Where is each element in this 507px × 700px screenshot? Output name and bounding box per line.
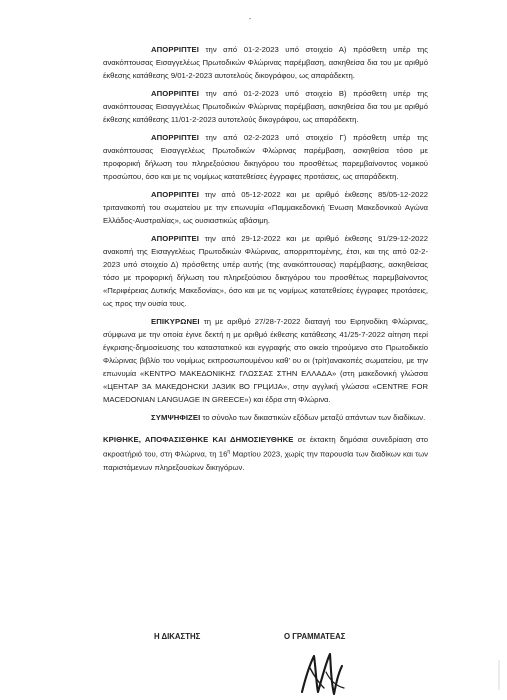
signature-block (0, 632, 507, 700)
closing-lead: ΚΡΙΘΗΚΕ, ΑΠΟΦΑΣΙΣΘΗΚΕ ΚΑΙ ΔΗΜΟΣΙΕΥΘΗΚΕ (103, 435, 294, 445)
ruling-text: την από 01-2-2023 υπό στοιχείο Β) πρόσθετη υπέρ της ανακόπτουσας Εισαγγελέως Πρωτοδικών Φλώρινας παρέμβαση, ασκηθείσα δια του με αριθμό έκθεσης κατάθεσης 11/01-2-2023 αυτοτελούς δικογράφου, ως απαράδεκτη. (103, 88, 428, 125)
handwritten-signature (296, 646, 356, 700)
scan-edge-mark (498, 660, 500, 690)
closing-text-end: Μαρτίου 2023, χωρίς την παρουσία των διαδίκων και των παριστάμενων πληρεξουσίων δικηγόρων. (103, 449, 428, 472)
closing-paragraph (103, 433, 428, 474)
ruling-text: την από 01-2-2023 υπό στοιχείο Α) πρόσθετη υπέρ της ανακόπτουσας Εισαγγελέως Πρωτοδικών Φλώρινας παρέμβαση, ασκηθείσα δια του με αριθμό έκθεσης κατάθεσης 9/01-2-2023 αυτοτελούς δικογράφου, ως απαράδεκτη. (103, 45, 428, 81)
ruling-paragraph (103, 188, 428, 227)
closing-superscript: η (227, 449, 231, 456)
ruling-verb: ΑΠΟΡΡΙΠΤΕΙ (151, 88, 199, 98)
ruling-verb: ΣΥΜΨΗΦΙΖΕΙ (151, 413, 201, 422)
ruling-text: το σύνολο των δικαστικών εξόδων μεταξύ απάντων των διαδίκων. (200, 413, 426, 422)
ruling-text: την από 05-12-2022 και με αριθμό έκθεσης 85/05-12-2022 τριτανακοπή του σωματείου με την επωνυμία «Παμμακεδονική Ένωση Μακεδονικού Αγώνα Ελλάδος-Αυστραλίας», ως ουσιαστικώς αβάσιμη. (103, 189, 428, 225)
page-number: - (248, 16, 252, 23)
ruling-paragraph (103, 43, 428, 82)
ruling-body (103, 43, 428, 479)
ruling-verb: ΑΠΟΡΡΙΠΤΕΙ (151, 132, 199, 142)
clerk-signature-label: Ο ΓΡΑΜΜΑΤΕΑΣ (284, 632, 346, 641)
ruling-verb: ΑΠΟΡΡΙΠΤΕΙ (151, 45, 199, 54)
judge-signature-label: Η ΔΙΚΑΣΤΗΣ (154, 632, 201, 641)
ruling-paragraph (103, 232, 428, 311)
closing-text: σε έκτακτη δημόσια συνεδρίαση στο ακροατήριό του, στη Φλώρινα, τη 16 (103, 435, 428, 459)
ruling-verb: ΑΠΟΡΡΙΠΤΕΙ (151, 189, 199, 199)
ruling-text: την από 02-2-2023 υπό στοιχείο Γ) πρόσθετη υπέρ της ανακόπτουσας Εισαγγελέως Πρωτοδικών Φλώρινας παρέμβαση, ασκηθείσα τόσο με προφορική δήλωση του πληρεξούσιου δικηγόρου του προσθέτως παρεμβαίνοντος νομικού προσώπου, όσο και με τις νομίμως κατατεθείσες έγγραφες προτάσεις, ως απαράδεκτη. (103, 132, 428, 182)
ruling-paragraph (103, 131, 428, 183)
ruling-text: τη με αριθμό 27/28-7-2022 διαταγή του Ειρηνοδίκη Φλώρινας, σύμφωνα με την οποία έγινε δεκτή η με αριθμό έκθεσης κατάθεσης 41/25-7-2022 αίτηση περί έγκρισης-δημοσίευσης του καταστατικού και εγγραφής στο οικείο τηρούμενο στο Πρωτοδικείο Φλώρινας βιβλίο του νομίμως εκπροσωπουμένου καθ’ ου οι (τρίτ)ανακοπές σωματείου, με την επωνυμία «ΚΕΝΤΡΟ ΜΑΚΕΔΟΝΙΚΗΣ ΓΛΩΣΣΑΣ ΣΤΗΝ ΕΛΛΑΔΑ» (στη μακεδονική γλώσσα «ЦЕНТАР ЗА МАКЕДОНСКИ ЈАЗИК ВО ГРЦИЈА», στην αγγλική γλώσσα «CENTRE FOR MACEDONIAN LANGUAGE IN GREECE») και έδρα στη Φλώρινα. (103, 316, 428, 405)
ruling-verb: ΑΠΟΡΡΙΠΤΕΙ (151, 233, 199, 243)
ruling-paragraph (103, 315, 428, 407)
ruling-paragraph (103, 411, 428, 424)
ruling-verb: ΕΠΙΚΥΡΩΝΕΙ (151, 316, 200, 326)
ruling-text: την από 29-12-2022 και με αριθμό έκθεσης 91/29-12-2022 ανακοπή της Εισαγγελέως Πρωτοδικών Φλώρινας, απορριπτομένης, έτσι, και της από 02-2-2023 υπό στοιχείο Δ) πρόσθετης υπέρ αυτής (της ανακόπτουσας) παρέμβασης, ασκηθείσας τόσο με προφορική δήλωση του πληρεξούσιου δικηγόρου του προσθέτως παρεμβαίνοντος «Περιφέρειας Δυτικής Μακεδονίας», όσο και με τις νομίμως κατατεθείσες έγγραφες προτάσεις, ως προς την ουσία τους. (103, 233, 428, 309)
ruling-paragraph (103, 87, 428, 126)
